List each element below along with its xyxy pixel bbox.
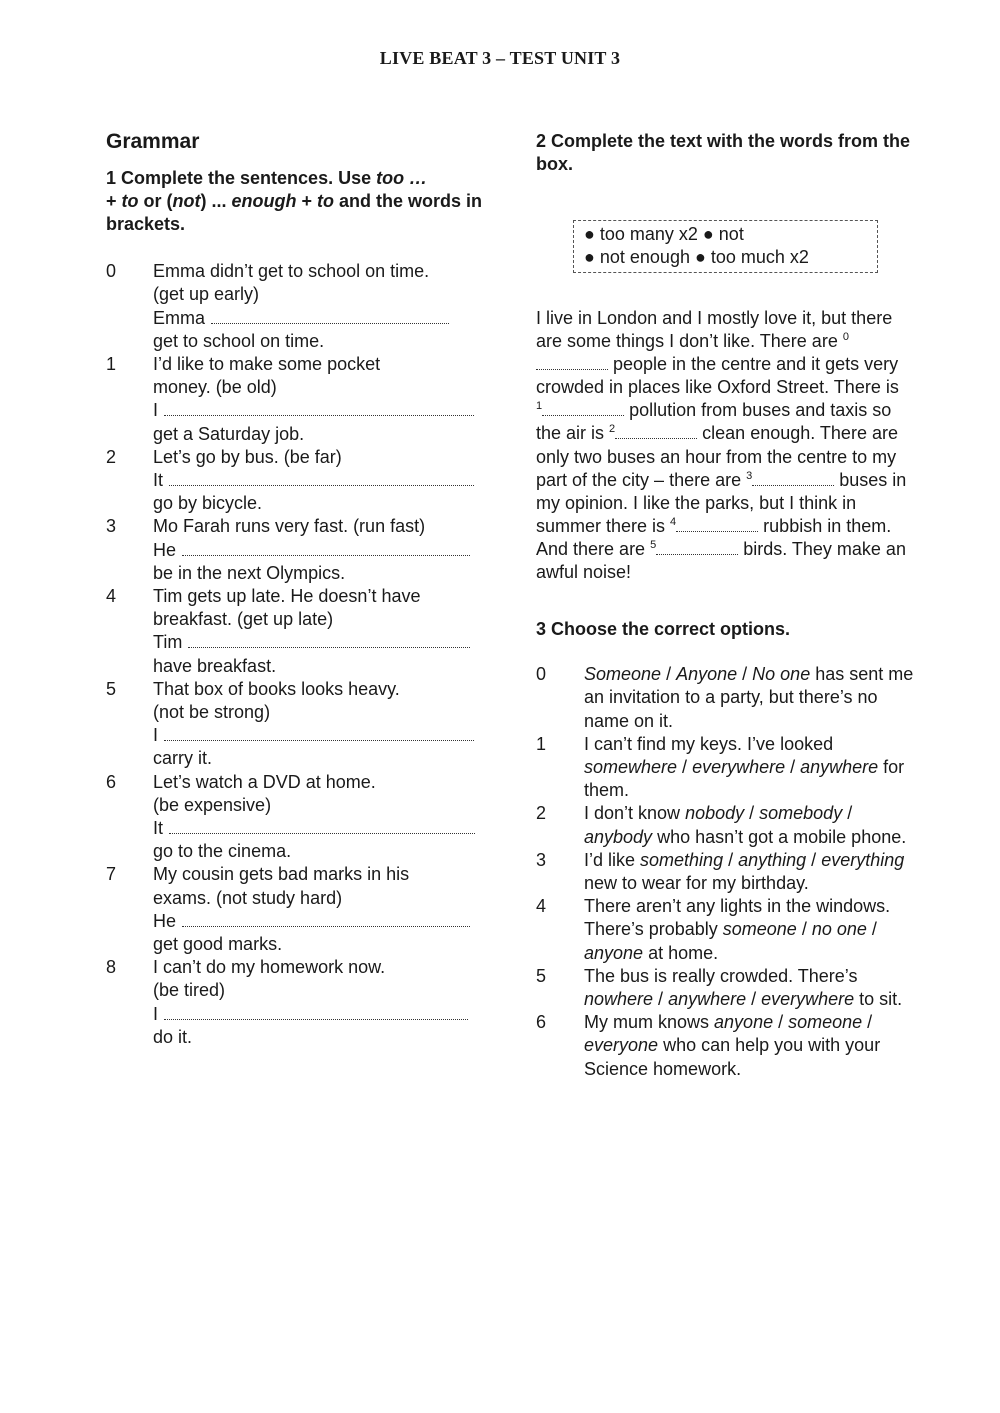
- exercise-3-item-1: 1 I can’t find my keys. I’ve looked somewhere / everywhere / anywhere for them.: [536, 733, 905, 801]
- answer-start: Emma: [153, 307, 206, 328]
- item-number: 1: [106, 353, 117, 374]
- exercise-1-instruction: 1 Complete the sentences. Use too … + to or (not) ... enough + to and the words in brackets.: [106, 168, 483, 235]
- option-3[interactable]: anybody: [584, 826, 653, 847]
- document-title: LIVE BEAT 3 – TEST UNIT 3: [379, 48, 621, 68]
- answer-start: It: [153, 469, 164, 490]
- option-1[interactable]: nowhere: [584, 988, 654, 1009]
- gap-number: 2: [609, 423, 616, 436]
- exercise-3-item-4: 4 There aren’t any lights in the windows. There’s probably someone / no one / anyone at home.: [536, 896, 891, 963]
- item-sentence: Tim gets up late. He doesn’t have: [153, 585, 421, 606]
- item-sentence: Emma didn’t get to school on time.: [153, 261, 430, 282]
- item-number: 2: [536, 803, 547, 824]
- option-2[interactable]: everywhere: [692, 756, 786, 777]
- option-3[interactable]: everything: [821, 849, 905, 870]
- exercise-1-list: [106, 260, 486, 1049]
- item-number: 4: [536, 896, 547, 917]
- answer-end: get to school on time.: [153, 330, 325, 351]
- item-number: 0: [106, 261, 117, 282]
- item-sentence: Let’s watch a DVD at home.: [153, 771, 376, 792]
- gap-4-blank[interactable]: [676, 519, 758, 532]
- item-prompt: (be expensive): [153, 794, 272, 815]
- item-number: 3: [536, 849, 547, 870]
- exercise-1-item-4: [106, 585, 486, 678]
- gap-0-blank[interactable]: [536, 357, 608, 370]
- word-box: [573, 220, 878, 273]
- answer-blank[interactable]: [169, 471, 474, 486]
- exercise-2-instruction: 2 Complete the text with the words from the box.: [536, 131, 911, 174]
- item-number: 5: [536, 965, 547, 986]
- item-prompt: exams. (not study hard): [153, 887, 343, 908]
- option-2[interactable]: anything: [738, 849, 807, 870]
- exercise-3-item-2: 2 I don’t know nobody / somebody / anybody who hasn’t got a mobile phone.: [536, 803, 907, 847]
- grammar-heading: Grammar: [106, 130, 200, 153]
- option-2[interactable]: Anyone: [676, 664, 738, 685]
- gap-5-blank[interactable]: [656, 542, 738, 555]
- exercise-3-item-3: 3 I’d like something / anything / everything new to wear for my birthday.: [536, 849, 905, 893]
- option-1[interactable]: nobody: [685, 803, 745, 824]
- option-2[interactable]: somebody: [759, 803, 843, 824]
- option-1[interactable]: somewhere: [584, 756, 678, 777]
- option-2[interactable]: someone: [788, 1012, 863, 1033]
- answer-blank[interactable]: [164, 1005, 468, 1020]
- answer-blank[interactable]: [182, 912, 470, 927]
- item-sentence: I can’t do my homework now.: [153, 957, 386, 978]
- option-3[interactable]: No one: [752, 664, 811, 685]
- item-sentence: My cousin gets bad marks in his: [153, 864, 410, 885]
- option-3[interactable]: everywhere: [761, 988, 855, 1009]
- answer-start: I: [153, 725, 159, 746]
- item-number: 2: [106, 446, 117, 467]
- answer-blank[interactable]: [164, 401, 474, 416]
- answer-end: have breakfast.: [153, 655, 277, 676]
- item-number: 4: [106, 585, 117, 606]
- exercise-3-item-5: 5 The bus is really crowded. There’s nowhere / anywhere / everywhere to sit.: [536, 965, 903, 1009]
- exercise-1-item-8: [106, 956, 486, 1049]
- answer-start: It: [153, 817, 164, 838]
- item-sentence: Let’s go by bus. (be far): [153, 446, 342, 467]
- answer-start: I: [153, 1003, 159, 1024]
- item-sentence: I’d like to make some pocket: [153, 353, 381, 374]
- answer-blank[interactable]: [188, 633, 470, 648]
- answer-blank[interactable]: [211, 309, 449, 324]
- left-column: [106, 130, 486, 1049]
- exercise-1-item-5: [106, 678, 486, 771]
- word-box-line-2: ● not enough ● too much x2: [584, 247, 809, 267]
- item-number: 6: [536, 1012, 547, 1033]
- exercise-1-item-0: [106, 260, 486, 353]
- answer-start: I: [153, 400, 159, 421]
- option-1[interactable]: someone: [722, 919, 797, 940]
- answer-start: He: [153, 910, 177, 931]
- item-number: 3: [106, 516, 117, 537]
- gap-3-blank[interactable]: [752, 473, 834, 486]
- exercise-1-item-7: [106, 863, 486, 956]
- item-number: 1: [536, 733, 547, 754]
- item-prompt: breakfast. (get up late): [153, 609, 334, 630]
- item-prompt: money. (be old): [153, 377, 277, 398]
- item-sentence: That box of books looks heavy.: [153, 678, 400, 699]
- exercise-1-item-2: [106, 446, 486, 516]
- item-number: 7: [106, 864, 117, 885]
- item-prompt: (be tired): [153, 980, 226, 1001]
- right-column: [536, 130, 916, 1081]
- answer-end: go to the cinema.: [153, 841, 292, 862]
- answer-end: go by bicycle.: [153, 493, 263, 514]
- option-3[interactable]: everyone: [584, 1035, 659, 1056]
- gap-number: 1: [536, 400, 543, 413]
- answer-end: be in the next Olympics.: [153, 562, 346, 583]
- exercise-3-instruction: 3 Choose the correct options.: [536, 619, 791, 640]
- answer-start: Tim: [153, 632, 183, 653]
- exercise-3-item-6: 6 My mum knows anyone / someone / everyone who can help you with your Science homework.: [536, 1012, 881, 1079]
- answer-blank[interactable]: [182, 541, 470, 556]
- option-2[interactable]: anywhere: [668, 988, 747, 1009]
- exercise-3-list: [536, 663, 916, 1081]
- item-number: 6: [106, 771, 117, 792]
- item-number: 8: [106, 957, 117, 978]
- exercise-1-item-3: [106, 515, 486, 585]
- answer-start: He: [153, 539, 177, 560]
- option-1[interactable]: something: [640, 849, 724, 870]
- option-1[interactable]: Someone: [584, 664, 662, 685]
- option-3[interactable]: anyone: [584, 942, 644, 963]
- word-box-line-1: ● too many x2 ● not: [584, 224, 744, 244]
- gap-number: 0: [842, 331, 849, 344]
- option-3[interactable]: anywhere: [800, 756, 879, 777]
- gap-number: 5: [650, 538, 657, 551]
- item-sentence: Mo Farah runs very fast. (run fast): [153, 516, 426, 537]
- option-1[interactable]: anyone: [714, 1012, 774, 1033]
- option-2[interactable]: no one: [811, 919, 867, 940]
- answer-end: get good marks.: [153, 933, 283, 954]
- answer-end: get a Saturday job.: [153, 423, 305, 444]
- gap-number: 3: [746, 469, 753, 482]
- answer-blank[interactable]: [164, 726, 474, 741]
- exercise-2-text: I live in London and I mostly love it, but there are some things I don’t like. There are $^0$ people in the centre and it gets very crowded in places like Oxford Street. There is $^1$ pollution from buses and taxis so the air is $^2$ clean enough. There are only two buses an hour from the centre to my part of the city – there are $^3$ buses in my opinion. I like the parks, but I think in summer there is $^4$ rubbish in them. And there are $^5$ birds. They make an awful noise!: [536, 308, 907, 583]
- gap-2-blank[interactable]: [615, 426, 697, 439]
- item-prompt: (get up early): [153, 284, 260, 305]
- answer-end: do it.: [153, 1026, 193, 1047]
- item-number: 0: [536, 664, 547, 685]
- answer-end: carry it.: [153, 748, 213, 769]
- gap-number: 4: [670, 515, 677, 528]
- item-prompt: (not be strong): [153, 701, 271, 722]
- gap-1-blank[interactable]: [542, 403, 624, 416]
- item-number: 5: [106, 678, 117, 699]
- exercise-3-item-0: 0 Someone / Anyone / No one has sent me an invitation to a party, but there’s no name on it.: [536, 664, 914, 731]
- exercise-1-item-1: [106, 353, 486, 446]
- answer-blank[interactable]: [169, 819, 475, 834]
- exercise-1-item-6: [106, 771, 486, 864]
